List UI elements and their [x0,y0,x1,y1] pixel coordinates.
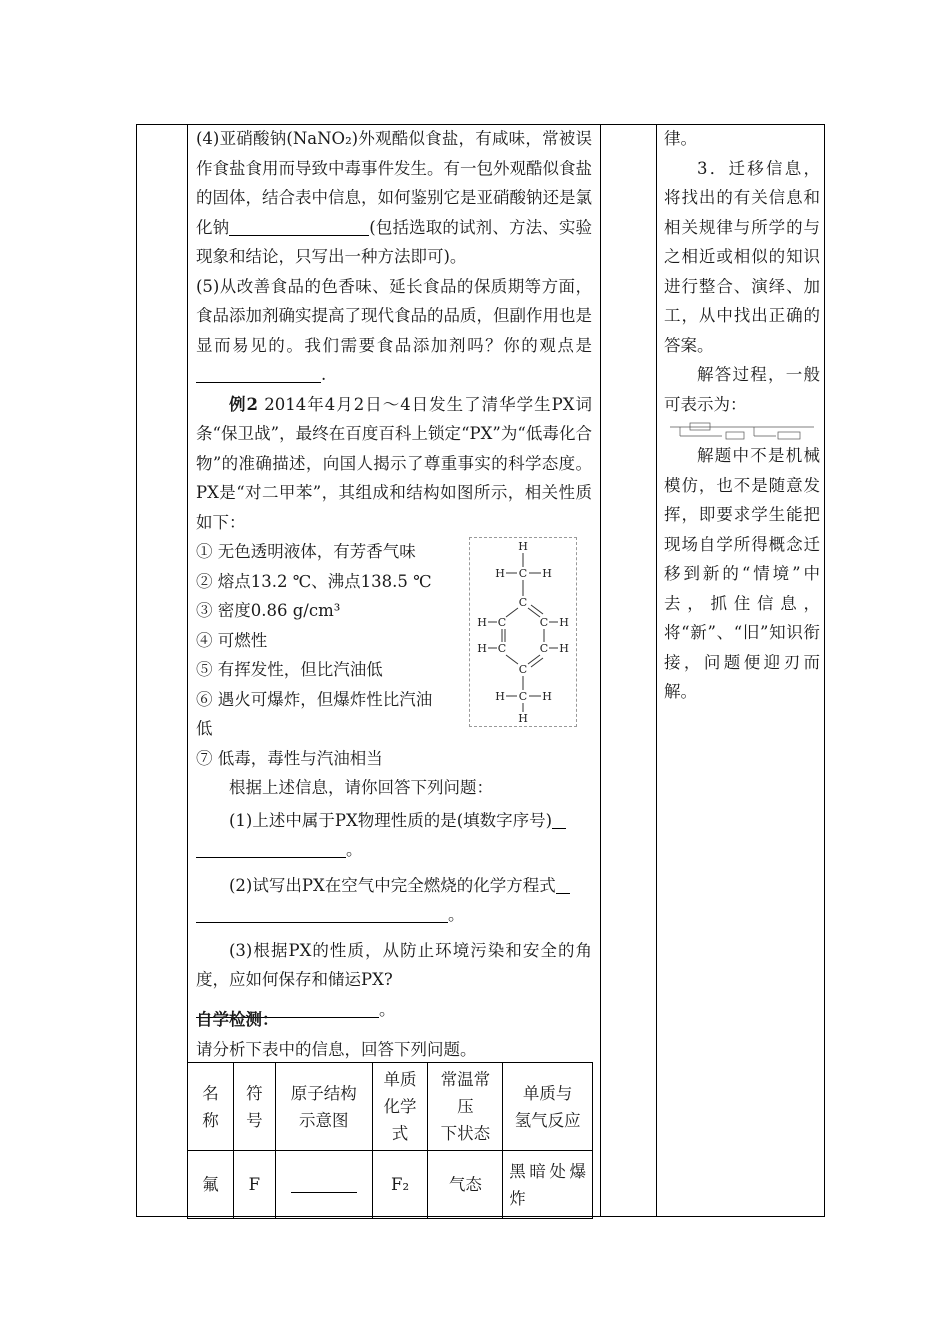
main-column [196,124,592,1024]
atom-h: H [542,567,552,580]
header-text: 称 [202,1110,219,1130]
header-text: 符 [246,1083,263,1103]
property-item: ③ 密度0.86 g/cm³ [196,601,341,620]
answer-blank-2[interactable] [196,906,448,924]
lead-text: 根据上述信息，请你回答下列问题： [229,778,493,797]
column-divider-mid [600,124,601,1217]
atom-h: H [477,642,487,655]
header-text: 单质 [383,1070,417,1089]
property-item: ④ 可燃性 [196,630,268,650]
property-item: ⑥ 遇火可爆炸，但爆炸性比汽油低 [196,689,433,738]
property-list [196,537,592,773]
atom-h: H [518,540,528,553]
example-label: 例2 [229,394,258,414]
sub-question-2-tail: 。 [448,905,465,924]
cell-state: 气态 [428,1151,503,1219]
answer-blank-1a[interactable] [552,811,566,829]
header-text: 式 [391,1124,409,1143]
atom-h: H [495,567,505,580]
cell-formula: F₂ [372,1151,428,1219]
header-state [428,1063,503,1151]
process-flow-diagram [666,419,818,441]
sub-question-1-tail: 。 [346,840,363,859]
sub-question-3-tail: 。 [379,999,396,1019]
atom-c: C [518,567,528,580]
property-item: ① 无色透明液体，有芳香气味 [196,542,416,561]
guidance-column [664,124,820,707]
header-text: 下状态 [440,1124,491,1143]
atom-c: C [518,663,528,676]
header-text: 示意图 [298,1110,349,1130]
atom-c: C [539,642,549,655]
question-5-tail: . [321,365,327,384]
cell-symbol: F [233,1151,275,1219]
answer-blank-4[interactable] [229,218,369,236]
sub-question-1-line2 [196,835,592,865]
property-item: ⑦ 低毒，毒性与汽油相当 [196,748,383,768]
example-2 [196,390,592,538]
atom-c: C [539,616,549,629]
header-structure [275,1063,372,1151]
answer-blank-2a[interactable] [556,876,570,894]
sub-question-2-line2 [196,900,592,930]
question-5-text: (5)从改善食品的色香味、延长食品的保质期等方面，食品添加剂确实提高了现代食品的品质，但副作用也是显而易见的。我们需要食品添加剂吗？你的观点是 [196,276,592,355]
table-row [188,1151,593,1219]
px-structure-svg [470,538,576,726]
atom-c: C [518,690,528,703]
column-divider-left [187,124,188,1217]
header-formula [372,1063,428,1151]
self-test-section [196,1005,592,1064]
header-text: 原子结构 [290,1083,357,1103]
atom-h: H [559,616,569,629]
header-symbol [233,1063,275,1151]
self-test-instruction: 请分析下表中的信息，回答下列问题。 [196,1039,477,1059]
answer-blank-1[interactable] [196,841,346,859]
question-4 [196,124,592,272]
self-test-title: 自学检测： [196,1010,279,1029]
cell-structure-blank[interactable] [275,1151,372,1219]
atom-h: H [477,616,487,629]
column-divider-right [656,124,657,1217]
header-text: 号 [246,1110,263,1130]
cell-reaction: 黑暗处爆炸 [503,1151,593,1219]
header-text: 氢气反应 [514,1110,581,1130]
property-item: ⑤ 有挥发性，但比汽油低 [196,660,383,679]
guidance-p0: 律。 [664,129,697,148]
question-5 [196,272,592,390]
property-item: ② 熔点13.2 ℃、沸点138.5 ℃ [196,571,432,591]
sub-question-2-text: (2)试写出PX在空气中完全燃烧的化学方程式 [229,875,556,895]
table-header-row [188,1063,593,1151]
guidance-p2: 解答过程，一般可表示为： [664,365,820,414]
element-table [187,1062,593,1219]
atom-h: H [559,642,569,655]
atom-h: H [542,690,552,703]
sub-question-2 [196,871,592,901]
atom-c: C [497,616,507,629]
answer-blank-5[interactable] [196,366,321,384]
question-4-tail: (包括选取的试剂、方法、实验现象和结论，只写出一种方法即可)。 [196,217,593,266]
header-text: 压 [457,1097,474,1116]
sub-question-3: (3)根据PX的性质，从防止环境污染和安全的角度，应如何保存和储运PX? [196,940,592,989]
example-text: 2014年4月2日～4日发生了清华学生PX词条“保卫战”，最终在百度百科上锁定“PX”为“低毒化合物”的准确描述，向国人揭示了尊重事实的科学态度。PX是“对二甲苯”，其组成和结构如图所示，相关性质如下： [196,394,592,532]
atom-h: H [518,712,528,725]
guidance-p1: 3．迁移信息，将找出的有关信息和相关规律与所学的与之相近或相似的知识进行整合、演绎、加工，从中找出正确的答案。 [664,158,820,355]
header-text: 化学 [383,1097,417,1116]
header-reaction [503,1063,593,1151]
px-structure-figure [469,537,577,727]
header-text: 常温常 [440,1070,491,1089]
atom-h: H [495,690,505,703]
header-name [188,1063,234,1151]
cell-name: 氟 [188,1151,234,1219]
header-text: 名 [202,1083,219,1103]
sub-question-1 [196,806,592,836]
atom-c: C [497,642,507,655]
sub-question-1-text: (1)上述中属于PX物理性质的是(填数字序号) [229,810,553,830]
guidance-p3: 解题中不是机械模仿，也不是随意发挥，即要求学生能把现场自学所得概念迁移到新的“情境”中去，抓住信息，将“新”、“旧”知识衔接，问题便迎刃而解。 [664,446,820,701]
atom-c: C [518,596,528,609]
header-text: 单质与 [522,1083,573,1103]
question-4-text: (4)亚硝酸钠(NaNO₂)外观酷似食盐，有咸味，常被误作食盐食用而导致中毒事件发生。有一包外观酷似食盐的固体，结合表中信息，如何鉴别它是亚硝酸钠还是氯化钠 [196,129,592,237]
